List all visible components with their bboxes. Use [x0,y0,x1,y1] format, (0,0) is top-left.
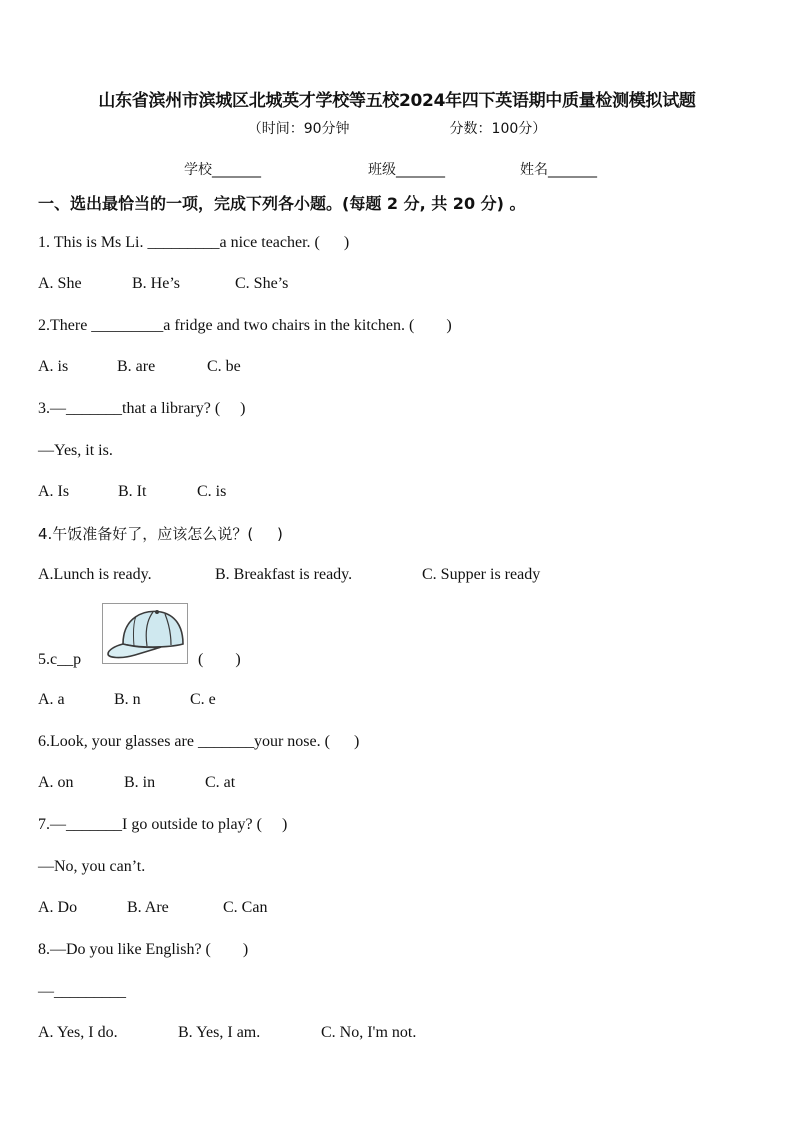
option-c: C. Can [223,899,268,916]
option-b: B. Are [127,899,169,916]
section-heading: 一、选出最恰当的一项，完成下列各小题。(每题 2 分, 共 20 分) 。 [38,194,526,213]
question-6: 6.Look, your glasses are _______your nose. ( ) [38,733,360,750]
question-3: 3.—_______that a library? ( ) [38,400,246,417]
option-a: A. She [38,275,82,292]
option-a: A. Yes, I do. [38,1024,118,1041]
class-field: 班级_______ [368,162,445,178]
school-field: 学校_______ [184,162,261,178]
cap-image [102,603,188,664]
time-limit: （时间：90分钟 [247,121,350,137]
question-7-reply: —No, you can’t. [38,858,146,875]
option-b: B. in [124,774,156,791]
exam-subtitle [0,118,794,138]
question-7: 7.—_______I go outside to play? ( ) [38,816,288,833]
option-a: A.Lunch is ready. [38,566,152,583]
option-b: B. n [114,691,141,708]
option-c: C. Supper is ready [422,566,541,583]
question-3-reply: —Yes, it is. [38,442,113,459]
option-a: A. on [38,774,74,791]
question-8: 8.—Do you like English? ( ) [38,941,249,958]
total-score: 分数：100分） [449,121,547,137]
option-a: A. a [38,691,65,708]
exam-title: 山东省滨州市滨城区北城英才学校等五校2024年四下英语期中质量检测模拟试题 [98,91,696,111]
option-a: A. Is [38,483,70,500]
option-b: B. He’s [132,275,180,292]
option-c: C. She’s [235,275,289,292]
option-a: A. is [38,358,69,375]
option-c: C. No, I'm not. [321,1024,417,1041]
option-c: C. at [205,774,236,791]
question-2: 2.There _________a fridge and two chairs in the kitchen. ( ) [38,317,452,334]
option-c: C. be [207,358,241,375]
name-field: 姓名_______ [520,162,597,178]
option-a: A. Do [38,899,78,916]
option-c: C. is [197,483,227,500]
option-b: B. Yes, I am. [178,1024,261,1041]
question-5-bracket: ( ) [198,651,241,668]
option-c: C. e [190,691,216,708]
question-1: 1. This is Ms Li. _________a nice teacher. ( ) [38,234,350,251]
option-b: B. are [117,358,156,375]
option-b: B. Breakfast is ready. [215,566,353,583]
question-5-stem: 5.c__p [38,651,82,668]
cap-icon [103,604,187,663]
question-4: 4.午饭准备好了，应该怎么说？( ) [38,525,283,543]
question-8-reply: —_________ [38,983,126,1000]
option-b: B. It [118,483,147,500]
